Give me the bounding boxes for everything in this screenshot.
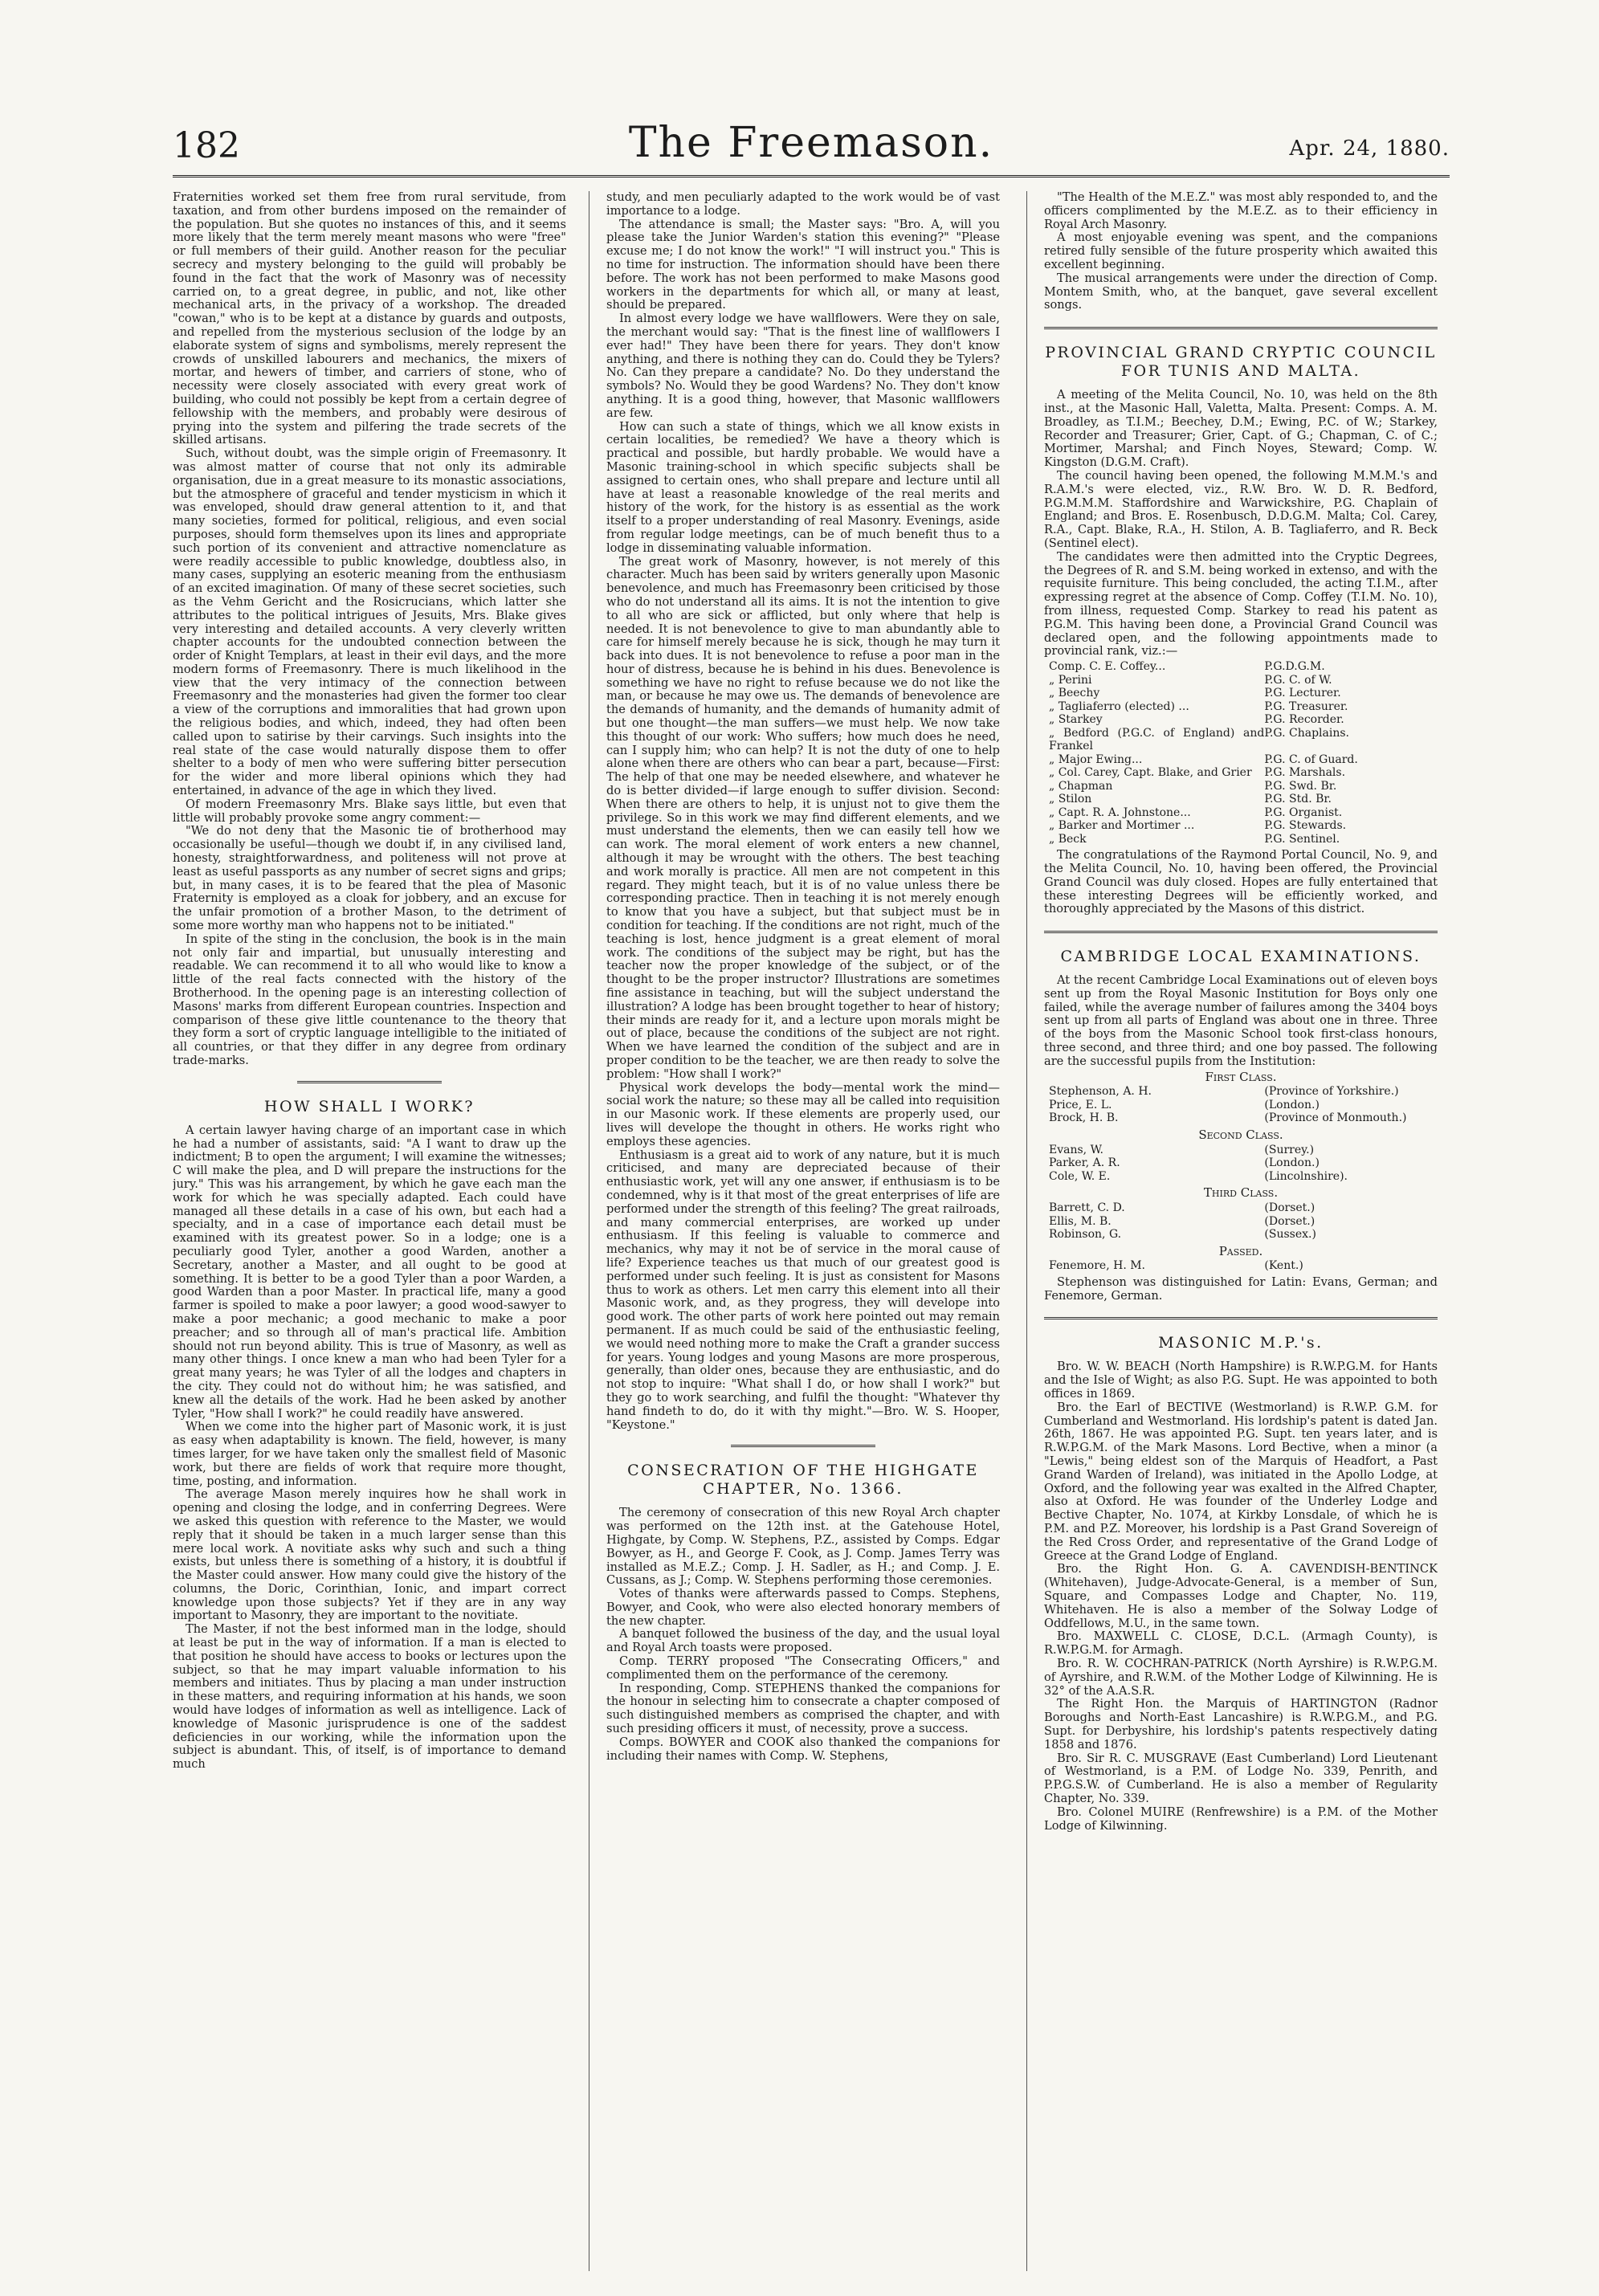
pupil-row-value: (Dorset.) (1264, 1201, 1316, 1215)
page-number: 182 (173, 125, 240, 166)
paragraph: The Right Hon. the Marquis of HARTINGTON (Radnor Boroughs and North-East Lancashire) is R.W.P.G.M., and P.G. Supt. for Derbyshire, his lordship's patents respectively dating 1858 and 1876. (1044, 1697, 1438, 1752)
pupil-row (1044, 1201, 1438, 1215)
paragraph: A most enjoyable evening was spent, and the companions retired fully sensible of the future prosperity which awaited this excellent beginning. (1044, 230, 1438, 271)
officer-row (1044, 766, 1438, 780)
class-heading: First Class. (1205, 1069, 1277, 1084)
officer-row-value: P.G. Organist. (1264, 805, 1343, 819)
pupil-row-value: (Surrey.) (1264, 1143, 1315, 1156)
second-class-list (1044, 1144, 1438, 1184)
pupil-row-name: Ellis, M. B. (1049, 1214, 1112, 1228)
third-class-list (1044, 1201, 1438, 1242)
paragraph: A certain lawyer having charge of an important case in which he had a number of assistants, said: "A I want to draw up the indictment; B to open the argument; I will examine the witnesses; C will make the plea, and D will prepare the instructions for the jury." This was his arrangement, by which he gave each man the work for which he was specially adapted. Each could have managed all these details in a case of his own, but each had a specialty, and in a case of importance each detail must be examined with its greatest power. So in a lodge; one is a peculiarly good Tyler, another a good Warden, another a Secretary, another a Master, and all ought to be good at something. It is better to be a good Tyler than a poor Warden, a good Warden than a poor Master. In practical life, many a good farmer is spoiled to make a poor lawyer; a good wood-sawyer to make a poor mechanic; a good mechanic to make a poor preacher; and so through all of man's practical life. Ambition should not run beyond ability. This is true of Masonry, as well as many other things. I once knew a man who had been Tyler for a great many years; he was Tyler of all the lodges and chapters in the city. They could not do without him; he was satisfied, and knew all the details of the work. Had he been asked by another Tyler, "How shall I work?" he could readily have answered. (173, 1123, 566, 1421)
class-heading: Third Class. (1203, 1185, 1279, 1201)
paragraph: The musical arrangements were under the direction of Comp. Montem Smith, who, at the banquet, gave several excellent songs. (1044, 271, 1438, 312)
officer-row-name: „ Beechy (1049, 687, 1100, 700)
heading-how-shall-i-work: HOW SHALL I WORK? (263, 1097, 475, 1115)
pupil-row-name: Parker, A. R. (1049, 1156, 1120, 1170)
officer-row-name: Comp. C. E. Coffey... (1049, 660, 1166, 674)
issue-date: Apr. 24, 1880. (1289, 137, 1450, 161)
pupil-row-name: Cole, W. E. (1049, 1169, 1111, 1183)
paragraph: The ceremony of consecration of this new Royal Arch chapter was performed on the 12th inst. at the Gatehouse Hotel, Highgate, by Comp. W. Stephens, P.Z., assisted by Comps. Edgar Bowyer, as H., and George F. Cook, as J. Comp. James Terry was installed as M.E.Z.; Comp. J. H. Sadler, as H.; and Comp. J. E. Cussans, as J.; Comp. W. Stephens performing those ceremonies. (606, 1506, 1000, 1588)
officer-row-value: P.G. Stewards. (1264, 819, 1347, 833)
officer-row-name: „ Perini (1049, 673, 1092, 687)
officer-row-value: P.G. Chaplains. (1264, 726, 1349, 740)
officer-row-name: „ Stilon (1049, 793, 1092, 806)
paragraph: When we come into the higher part of Masonic work, it is just as easy when adaptability is known. The field, however, is many times larger, for we have taken only the smallest field of Masonic work, but there are fields of work that require more thought, time, posting, and information. (173, 1420, 566, 1488)
pupil-row (1044, 1085, 1438, 1099)
officer-row-name: „ Bedford (P.G.C. of England) and Frankel (1049, 726, 1265, 753)
officer-row (1044, 687, 1438, 700)
officer-row (1044, 727, 1438, 753)
paragraph: The great work of Masonry, however, is not merely of this character. Much has been said by writers generally upon Masonic benevolence, and much has Freemasonry been criticised by those who do not understand all its aims. It is not the intention to give to all who are sick or afflicted, but only where that help is needed. It is not benevolence to give to man abundantly able to care for himself merely because he is sick, though he may turn it back into dues. It is not benevolence to refuse a poor man in the hour of distress, because he is behind in his dues. Benevolence is something we have no right to refuse because we do not like the man, or because he may owe us. The demands of benevolence are the demands of humanity, and the demands of humanity admit of but one thought—the man suffers—we must help. We now take this thought of our work: Who suffers; how much does he need, can I supply him; who can help? It is not the duty of one to help alone when there are others who can bear a part, because—First: The help of that one may be needed elsewhere, and whatever he do is better divided—if large enough to suffer division. Second: When there are others to help, it is unjust not to give them the privilege. So in this work we may find different elements, and we must understand the elements, then we can easily tell how we can work. The moral element of work enters a new channel, although it may be wrought with the others. The best teaching and work morally is practice. All men are not competent in this regard. They might teach, but it is of no value unless there be corresponding practice. Then in teaching it is not merely enough to know that you have a subject, but that subject must be in condition for teaching. If the conditions are not right, much of the teaching is lost, hence judgment is a great element of moral work. The conditions of the subject may be right, but has the teacher now the proper knowledge of the subject, or of the thought to be the proper instructor? Illustrations are sometimes fine assistance in teaching, but will the subject understand the illustration? A lodge has been brought together to hear of history; their minds are ready for it, and a lecture upon morals might be out of place, because the conditions of the subject are not right. When we have learned the condition of the subject and are in proper condition to be the teacher, we are then ready to solve the problem: "How shall I work?" (606, 554, 1000, 1081)
officer-row (1044, 713, 1438, 727)
paragraph: The attendance is small; the Master says: "Bro. A, will you please take the Junior Warden's station this evening?" "Please excuse me; I do not know the work!" "I will instruct you." This is no time for instruction. The information should have been there before. The work has not been performed to make Masons good workers in the departments for which all, or many at least, should be prepared. (606, 217, 1000, 312)
paragraph: "The Health of the M.E.Z." was most ably responded to, and the officers complimented by the M.E.Z. as to their efficiency in Royal Arch Masonry. (1044, 191, 1438, 231)
pupil-row-value: (London.) (1264, 1156, 1320, 1170)
pupil-row (1044, 1170, 1438, 1184)
paragraph: The congratulations of the Raymond Portal Council, No. 9, and the Melita Council, No. 10, having been offered, the Provincial Grand Council was duly closed. Hopes are fully entertained that these interesting Degrees will be efficiently worked, and thoroughly appreciated by the Masons of this district. (1044, 848, 1438, 916)
column-divider (1026, 191, 1027, 2271)
heading-cryptic-council: PROVINCIAL GRAND CRYPTIC COUNCIL FOR TUNIS AND MALTA. (1045, 344, 1437, 381)
section-rule (731, 1445, 875, 1447)
officer-row-value: P.G. Std. Br. (1264, 793, 1332, 806)
officer-row-value: P.G. C. of Guard. (1264, 752, 1358, 766)
column-3 (1044, 191, 1438, 2263)
paragraph: At the recent Cambridge Local Examinations out of eleven boys sent up from the Royal Masonic Institution for Boys only one failed, while the average number of failures among the 3404 boys sent up from all parts of England was about one in three. Three of the boys from the Masonic School took first-class honours, three second, and three third; and one boy passed. The following are the successful pupils from the Institution: (1044, 973, 1438, 1068)
pupil-row-value: (Dorset.) (1264, 1214, 1316, 1228)
pupil-row-name: Robinson, G. (1049, 1228, 1122, 1242)
pupil-row (1044, 1111, 1438, 1125)
officer-row (1044, 753, 1438, 767)
officer-row-name: „ Barker and Mortimer ... (1049, 819, 1195, 833)
quote-paragraph: "We do not deny that the Masonic tie of brotherhood may occasionally be useful—though we doubt if, in any civilised land, honesty, straightforwardness, and politeness will not prove at least as useful passports as any number of secret signs and grips; but, in many cases, it is to be feared that the plea of Masonic Fraternity is employed as a cloak for jobbery, and an excuse for the unfair promotion of a brother Mason, to the detriment of some more worthy man who happens not to be initiated." (173, 824, 566, 933)
officer-row (1044, 780, 1438, 793)
officer-row-value: P.G. Lecturer. (1264, 687, 1341, 700)
paragraph: The council having been opened, the following M.M.M.'s and R.A.M.'s were elected, viz., R.W. Bro. W. D. R. Bedford, P.G.M.M.M. Staffordshire and Warwickshire, P.G. Chaplain of England; and Bros. E. Rosenbusch, D.D.G.M. Malta; Col. Carey, R.A., Capt. Blake, R.A., H. Stilon, A. B. Tagliaferro, and R. Beck (Sentinel elect). (1044, 468, 1438, 550)
paragraph: Enthusiasm is a great aid to work of any nature, but it is much criticised, and many are depreciated because of their enthusiastic work, yet will any one answer, if enthusiasm is to be condemned, why is it that most of the great enterprises of life are performed under the strength of this feeling? The great railroads, and many commercial enterprises, are worked up under enthusiasm. If this feeling is valuable to commerce and mechanics, why may it not be of service in the moral cause of life? Experience teaches us that much of our greatest good is performed under such feeling. It is just as consistent for Masons thus to work as others. Let men carry this element into all their Masonic work, and, as they progress, they will develope into good work. The other parts of work here pointed out may remain permanent. If as much could be said of the enthusiastic feeling, we would need nothing more to make the Craft a grander success for years. Young lodges and young Masons are more prosperous, generally, than older ones, because they are enthusiastic, and do not stop to inquire: "What shall I do, or how shall I work?" but they go to work searching, and fulfil the thought: "Whatever thy hand findeth to do, do it with thy might."—Bro. W. S. Hooper, "Keystone." (606, 1148, 1000, 1432)
officer-row-value: P.G. Sentinel. (1264, 832, 1340, 846)
heading-consecration-highgate: CONSECRATION OF THE HIGHGATE CHAPTER, No. 1366. (627, 1462, 979, 1499)
pupil-row-value: (Sussex.) (1264, 1228, 1316, 1242)
paragraph: Bro. the Right Hon. G. A. CAVENDISH-BENTINCK (Whitehaven), Judge-Advocate-General, is a member of Sun, Square, and Compasses Lodge and Chapter, No. 119, Whitehaven. He is also a member of the Solway Lodge of Oddfellows, M.U., in the same town. (1044, 1562, 1438, 1630)
paragraph: Bro. the Earl of BECTIVE (Westmorland) is R.W.P. G.M. for Cumberland and Westmorland. His lordship's patent is dated Jan. 26th, 1867. He was appointed P.G. Supt. ten years later, and is R.W.P.G.M. of the Mark Masons. Lord Bective, when a minor (a "Lewis," being eldest son of the Marquis of Headfort, a Past Grand Warden of Ireland), was initiated in the Apollo Lodge, at Oxford, and the following year was exalted in the Alfred Chapter, also at Oxford. He was founder of the Underley Lodge and Bective Chapter, No. 1074, at Kirkby Lonsdale, of which he is P.M. and P.Z. Moreover, his lordship is a Past Grand Sovereign of the Red Cross Order, and representative of the Grand Lodge of Greece at the Grand Lodge of England. (1044, 1400, 1438, 1563)
paragraph: In spite of the sting in the conclusion, the book is in the main not only fair and impartial, but unusually interesting and readable. We can recommend it to all who would like to know a little of the real facts connected with the history of the Brotherhood. In the opening page is an interesting collection of Masons' marks from different European countries. Inspection and comparison of these give little countenance to the theory that they form a sort of cryptic language intelligible to the initiated of all countries, or that they differ in any degree from ordinary trade-marks. (173, 932, 566, 1067)
paragraph: How can such a state of things, which we all know exists in certain localities, be remedied? We have a theory which is practical and possible, but hardly probable. We would have a Masonic training-school in which specific subjects shall be assigned to certain ones, who shall prepare and lecture until all have at least a reasonable knowledge of the real merits and history of the work, for the history is as essential as the work itself to a proper understanding of real Masonry. Evenings, aside from regular lodge meetings, can be of much benefit thus to a lodge in disseminating valuable information. (606, 419, 1000, 555)
class-heading: Second Class. (1198, 1127, 1283, 1142)
pupil-row (1044, 1099, 1438, 1112)
pupil-row (1044, 1156, 1438, 1170)
paragraph: In almost every lodge we have wallflowers. Were they on sale, the merchant would say: "That is the finest line of wallflowers I ever had!" They have been there for years. They don't know anything, and there is nothing they can do. Could they be Tylers? No. Can they prepare a candidate? No. Do they understand the symbols? No. Would they be good Wardens? No. They don't know anything. It is a good thing, however, that Masonic wallflowers are few. (606, 312, 1000, 420)
paragraph: Bro. Sir R. C. MUSGRAVE (East Cumberland) Lord Lieutenant of Westmorland, is a P.M. of Lodge No. 339, Penrith, and P.P.G.S.W. of Cumberland. He is also a member of Regularity Chapter, No. 339. (1044, 1751, 1438, 1805)
pupil-row-name: Fenemore, H. M. (1049, 1259, 1146, 1273)
pupil-row-value: (Lincolnshire). (1264, 1169, 1348, 1183)
paragraph: The Master, if not the best informed man in the lodge, should at least be put in the way of information. If a man is elected to that position he should have access to books or lectures upon the subject, so that he may impart valuable information to his members and initiates. Thus by placing a man under instruction in these matters, and requiring information at his hands, we soon would have lodges of information as well as intelligence. Lack of knowledge of Masonic jurisprudence is one of the saddest deficiencies in our working, while the information upon the subject is abundant. This, of itself, is of importance to demand much (173, 1622, 566, 1772)
paragraph: A banquet followed the business of the day, and the usual loyal and Royal Arch toasts were proposed. (606, 1627, 1000, 1655)
paragraph: Bro. Colonel MUIRE (Renfrewshire) is a P.M. of the Mother Lodge of Kilwinning. (1044, 1805, 1438, 1833)
paragraph: Bro. R. W. COCHRAN-PATRICK (North Ayrshire) is R.W.P.G.M. of Ayrshire, and R.W.M. of the Mother Lodge of Kilwinning. He is 32° of the A.A.S.R. (1044, 1656, 1438, 1698)
officer-row-name: „ Capt. R. A. Johnstone... (1049, 805, 1191, 819)
paragraph: Fraternities worked set them free from rural servitude, from taxation, and from other burdens imposed on the remainder of the population. But she quotes no instances of this, and it seems more likely that the term merely meant masons who were "free" or full members of their guild. Another reason for the peculiar secrecy and mystery belonging to the guild will probably be found in the fact that the work of Masonry was of necessity carried on, to a great degree, in public, and not, like other mechanical arts, in the privacy of a workshop. The dreaded "cowan," who is to be kept at a distance by guards and outposts, and repelled from the mysterious seclusion of the lodge by an elaborate system of signs and symbolisms, merely represent the crowds of unskilled labourers and mechanics, the mixers of mortar, and hewers of timber, and carriers of stone, who of necessity were closely associated with every great work of building, who could not possibly be kept from a certain degree of fellowship with the members, and probably were desirous of prying into the system and pilfering the trade secrets of the skilled artisans. (173, 191, 566, 447)
officer-row-name: „ Beck (1049, 832, 1087, 846)
column-1 (173, 191, 566, 2263)
officer-row (1044, 833, 1438, 846)
officer-row (1044, 674, 1438, 687)
officer-row (1044, 660, 1438, 674)
section-rule (1044, 931, 1438, 933)
passed-list (1044, 1259, 1438, 1273)
first-class-list (1044, 1085, 1438, 1125)
officers-table (1044, 660, 1438, 846)
pupil-row (1044, 1144, 1438, 1157)
paragraph: Stephenson was distinguished for Latin: Evans, German; and Fenemore, German. (1044, 1274, 1438, 1303)
paragraph: study, and men peculiarly adapted to the work would be of vast importance to a lodge. (606, 191, 1000, 218)
pupil-row-value: (Province of Monmouth.) (1264, 1111, 1407, 1125)
section-rule (297, 1081, 442, 1083)
paragraph: Of modern Freemasonry Mrs. Blake says little, but even that little will probably provoke some angry comment:— (173, 797, 566, 825)
class-heading: Passed. (1218, 1243, 1263, 1258)
officer-row-name: „ Tagliaferro (elected) ... (1049, 699, 1189, 713)
pupil-row (1044, 1259, 1438, 1273)
heading-masonic-mps: MASONIC M.P.'s. (1158, 1334, 1324, 1352)
pupil-row-name: Price, E. L. (1049, 1098, 1112, 1111)
section-rule (1044, 1317, 1438, 1319)
masthead (173, 119, 1450, 177)
officer-row (1044, 700, 1438, 714)
pupil-row-value: (Kent.) (1264, 1259, 1303, 1273)
officer-row-name: „ Starkey (1049, 713, 1103, 727)
officer-row-name: „ Major Ewing... (1049, 752, 1143, 766)
officer-row-name: „ Col. Carey, Capt. Blake, and Grier (1049, 766, 1252, 780)
paragraph: Comp. TERRY proposed "The Consecrating Officers," and complimented them on the performance of the ceremony. (606, 1654, 1000, 1682)
paragraph: A meeting of the Melita Council, No. 10, was held on the 8th inst., at the Masonic Hall, Valetta, Malta. Present: Comps. A. M. Broadley, as T.I.M.; Beechey, D.M.; Ewing, P.C. of W.; Starkey, Recorder and Treasurer; Grier, Capt. of G.; Chapman, C. of C.; Mortimer, Marshal; and Finch Noyes, Steward; Comp. W. Kingston (D.G.M. Craft). (1044, 388, 1438, 470)
officer-row-value: P.G.D.G.M. (1264, 660, 1325, 674)
officer-row-value: P.G. C. of W. (1264, 673, 1332, 687)
officer-row (1044, 806, 1438, 820)
pupil-row (1044, 1215, 1438, 1229)
column-2 (606, 191, 1000, 2263)
pupil-row-value: (Province of Yorkshire.) (1264, 1085, 1399, 1099)
pupil-row (1044, 1228, 1438, 1242)
officer-row-value: P.G. Recorder. (1264, 713, 1344, 727)
paragraph: Bro. MAXWELL C. CLOSE, D.C.L. (Armagh County), is R.W.P.G.M. for Armagh. (1044, 1629, 1438, 1658)
officer-row-value: P.G. Treasurer. (1264, 699, 1348, 713)
paragraph: The candidates were then admitted into the Cryptic Degrees, the Degrees of R. and S.M. being worked in extenso, and with the requisite furniture. This being concluded, the acting T.I.M., after expressing regret at the absence of Comp. Coffey (T.I.M. No. 10), from illness, requested Comp. Starkey to read his patent as P.G.M. This having been done, a Provincial Grand Council was declared open, and the following appointments made to provincial rank, viz.:— (1044, 549, 1438, 659)
paragraph: Votes of thanks were afterwards passed to Comps. Stephens, Bowyer, and Cook, who were also elected honorary members of the new chapter. (606, 1587, 1000, 1628)
heading-cambridge-exams: CAMBRIDGE LOCAL EXAMINATIONS. (1060, 948, 1422, 966)
paragraph: In responding, Comp. STEPHENS thanked the companions for the honour in selecting him to consecrate a chapter composed of such distinguished members as comprised the chapter, and with such presiding officers it must, of necessity, prove a success. (606, 1681, 1000, 1736)
paragraph: Comps. BOWYER and COOK also thanked the companions for including their names with Comp. W. Stephens, (606, 1735, 1000, 1763)
paragraph: Such, without doubt, was the simple origin of Freemasonry. It was almost matter of course that not only its admirable organisation, due in a great measure to its monastic associations, but the atmosphere of graceful and tender mysticism in which it was enveloped, should draw general attention to it, and that many societies, formed for political, religious, and even social purposes, should form themselves upon its lines and appropriate such portion of its convenient and attractive nomenclature as were readily accessible to public knowledge, doubtless also, in many cases, supplying an esoteric meaning from the enthusiasm of an excited imagination. Of many of these secret societies, such as the Vehm Gericht and the Rosicrucians, which latter she attributes to the political intrigues of Jesuits, Mrs. Blake gives very interesting and detailed accounts. A very cleverly written chapter accounts for the undoubted connection between the order of Knight Templars, at least in their evil days, and the more modern forms of Freemasonry. There is much likelihood in the view that the very intimacy of the connection between Freemasonry and the monasteries had given the former too clear a view of the corruptions and immoralities that had grown upon the religious bodies, and which, indeed, they had often been called upon to satirise by their carvings. Such insights into the real state of the case would naturally dispose them to offer shelter to a body of men who were suffering bitter persecution for the wider and more liberal opinions which they had entertained, in advance of the age in which they lived. (173, 447, 566, 798)
officer-row-name: „ Chapman (1049, 779, 1113, 793)
officer-row (1044, 819, 1438, 833)
officer-row (1044, 793, 1438, 806)
paragraph: The average Mason merely inquires how he shall work in opening and closing the lodge, and in conferring Degrees. Were we asked this question with reference to the Master, we would reply that it should be taken in a much larger sense than this mere local work. A novitiate asks why such and such a thing exists, but unless there is something of a history, it is doubtful if the Master could answer. How many could give the history of the columns, the Doric, Corinthian, Ionic, and impart correct knowledge upon those subjects? Yet if they are in any way important to Masonry, they are important to the novitiate. (173, 1487, 566, 1623)
pupil-row-name: Evans, W. (1049, 1143, 1103, 1156)
pupil-row-name: Barrett, C. D. (1049, 1201, 1125, 1215)
section-rule (1044, 327, 1438, 329)
paragraph: Physical work develops the body—mental work the mind—social work the nature; so these may all be called into requisition in our Masonic work. If these elements are properly used, our lives will develope the thought in others. He works right who employs these agencies. (606, 1080, 1000, 1148)
newspaper-title: The Freemason. (628, 119, 994, 167)
pupil-row-name: Stephenson, A. H. (1049, 1085, 1152, 1099)
pupil-row-value: (London.) (1264, 1098, 1320, 1111)
paragraph: Bro. W. W. BEACH (North Hampshire) is R.W.P.G.M. for Hants and the Isle of Wight; as also P.G. Supt. He was appointed to both offices in 1869. (1044, 1360, 1438, 1401)
officer-row-value: P.G. Swd. Br. (1264, 779, 1337, 793)
officer-row-value: P.G. Marshals. (1264, 766, 1346, 780)
pupil-row-name: Brock, H. B. (1049, 1111, 1119, 1125)
